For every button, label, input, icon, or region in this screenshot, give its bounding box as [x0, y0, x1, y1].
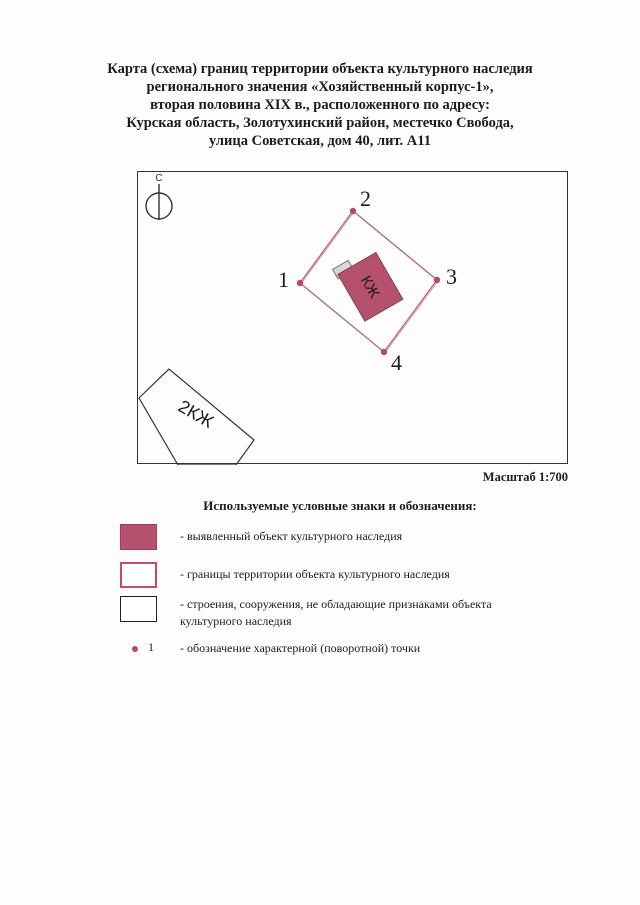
legend-item-label: - выявленный объект культурного наследия: [180, 529, 403, 543]
north-arrow-icon: [146, 173, 172, 220]
title-line: улица Советская, дом 40, лит. А11: [209, 133, 431, 149]
legend-item-label: - обозначение характерной (поворотной) точки: [180, 641, 421, 655]
map-drawing: [138, 172, 569, 465]
other-building: [139, 369, 254, 465]
building-label: 2КЖ: [174, 396, 218, 432]
title-line: Курская область, Золотухинский район, местечко Свобода,: [126, 115, 514, 131]
point-2-label: 2: [360, 186, 371, 211]
object-label: КЖ: [356, 273, 383, 302]
title-line: Карта (схема) границ территории объекта культурного наследия: [107, 61, 533, 77]
map-title: [90, 60, 550, 150]
point-2-marker: [350, 208, 356, 214]
boundary-swatch: [120, 562, 157, 588]
point-3-label: 3: [446, 264, 457, 289]
heritage-object: [333, 246, 403, 322]
legend-point-number: 1: [148, 640, 154, 654]
north-label: С: [155, 173, 163, 184]
point-1-marker: [297, 280, 303, 286]
map-frame: [137, 171, 568, 464]
point-3-marker: [434, 277, 440, 283]
point-marker-icon: [132, 646, 138, 652]
legend-item-label-cont: культурного наследия: [180, 614, 292, 628]
legend-title: Используемые условные знаки и обозначения:: [203, 498, 477, 513]
point-4-marker: [381, 349, 387, 355]
title-line: регионального значения «Хозяйственный корпус-1»,: [146, 79, 494, 95]
map-scale: Масштаб 1:700: [482, 470, 568, 484]
legend-item-label: - строения, сооружения, не обладающие признаками объекта: [180, 597, 492, 611]
legend-item-label: - границы территории объекта культурного наследия: [180, 567, 450, 581]
title-line: вторая половина XIX в., расположенного по адресу:: [150, 97, 490, 113]
heritage-swatch: [120, 524, 157, 550]
point-4-label: 4: [391, 350, 402, 375]
point-1-label: 1: [278, 267, 289, 292]
structure-swatch: [120, 596, 157, 622]
